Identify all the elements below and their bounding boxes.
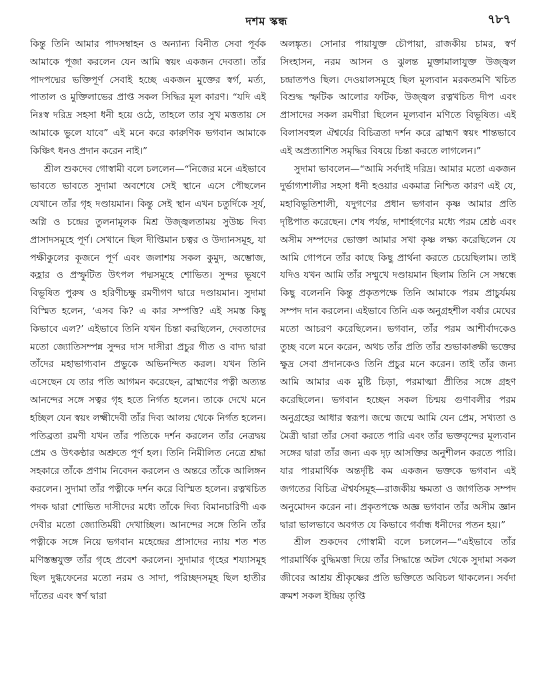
paragraph: অলঙ্কৃত। সোনার পায়াযুক্ত চৌপায়া, রাজকীয় চামর, স্বর্ণ সিংহাসন, নরম আসন ও ঝুলন্ত মুক্তামালাযুক্ত উজ্জ্বল চন্দ্রাতপও ছিল। দেওয়ালসমূহে ছিল মূল্যবান মরকতমণি খচিত বিশুদ্ধ স্ফটিক আলোর ফটিক, উজ্জ্বল রত্নখচিত দীপ এবং প্রাসাদের সকল রমণীরা ছিলেন মূল্যবান মণিতে বিভূষিত। এই বিলাসবহুল ঐশ্বর্যের বিচিত্রতা দর্শন করে ব্রাহ্মণ স্বয়ং শান্তভাবে এই অপ্রত্যাশিত সমৃদ্ধির বিষয়ে চিন্তা করতে লাগলেন।” (280, 39, 516, 157)
left-column (30, 36, 266, 676)
page-header (0, 0, 533, 32)
right-column (280, 36, 516, 676)
running-title: দশম স্কন্ধ (245, 15, 288, 28)
paragraph: সুদামা ভাবলেন—“আমি সর্বদাই দরিদ্র। আমার মতো একজন দুর্ভাগ্যশালীর সহসা ধনী হওয়ার একমাত্র নিশ্চিত কারণ এই যে, মহাবিভূতিশালী, যদুগণের প্রধান ভগবান কৃষ্ণ আমার প্রতি দৃষ্টিপাত করেছেন। শেষ পর্যন্ত, দাশার্হগণের মধ্যে পরম শ্রেষ্ঠ এবং অসীম সম্পদের ভোক্তা আমার সখা কৃষ্ণ লক্ষ্য করেছিলেন যে আমি গোপনে তাঁর কাছে কিছু প্রার্থনা করতে চেয়েছিলাম। তাই যদিও যখন আমি তাঁর সম্মুখে দণ্ডায়মান ছিলাম তিনি সে সম্বন্ধে কিছু বলেননি কিন্তু প্রকৃতপক্ষে তিনি আমাকে পরম প্রাচুর্যময় সম্পদ দান করলেন। এইভাবে তিনি এক অনুগ্রহশীল বর্ষার মেঘের মতো আচরণ করেছিলেন। ভগবান, তাঁর পরম আশীর্বাদকেও তুচ্ছ বলে মনে করেন, অথচ তাঁর প্রতি তাঁর শুভাকাঙ্ক্ষী ভক্তের ক্ষুদ্র সেবা প্রদানকেও তিনি প্রচুর মনে করেন। তাই তাঁর জন্য আমি আমার এক মুষ্টি চিড়া, পরমাত্মা প্রীতির সঙ্গে গ্রহণ করেছিলেন। ভগবান হচ্ছেন সকল চিন্ময় গুণাবলীর পরম অনুগ্রহের আধার স্বরূপ। জন্মে জন্মে আমি যেন প্রেম, সখ্যতা ও মৈত্রী দ্বারা তাঁর সেবা করতে পারি এবং তাঁর ভক্তবৃন্দের মূল্যবান সঙ্গের দ্বারা তাঁর জন্য এক দৃঢ় আসক্তির অনুশীলন করতে পারি। যার পারমার্থিক অন্তর্দৃষ্টি কম একজন ভক্তকে ভগবান এই জগতের বিচিত্র ঐশ্বর্যসমূহ—রাজকীয় ক্ষমতা ও জাগতিক সম্পদ অনুমোদন করেন না। প্রকৃতপক্ষে অজ্ঞ ভগবান তাঁর অসীম জ্ঞান দ্বারা ভালভাবে অবগত যে কিভাবে গর্বান্ধ ধনীদের পতন হয়।” (280, 163, 516, 531)
column-gutter (272, 38, 273, 668)
paragraph: কিন্তু তিনি আমার পাদসম্বাহন ও অন্যান্য বিনীত সেবা পূর্বক আমাকে পূজা করলেন যেন আমি স্বয়ং একজন দেবতা। তাঁর পাদপদ্মের ভক্তিপূর্ণ সেবাই হচ্ছে একজন মুক্তের স্বর্গ, মর্ত্য, পাতাল ও মুক্তিলাভের প্রাপ্ত সকল সিদ্ধির মূল কারণ। “যদি এই নিঃস্ব দরিদ্র সহসা ধনী হয়ে ওঠে, তাহলে তার সুখ মত্ততায় সে আমাকে ভুলে যাবে” এই মনে করে কারুণিক ভগবান আমাকে কিঞ্চিৎ ধনও প্রদান করেন নাই।” (30, 39, 266, 157)
paragraph: শ্রীল শুকদেব গোস্বামী বলে চললেন—“নিজের মনে এইভাবে ভাবতে ভাবতে সুদামা অবশেষে সেই স্থানে এসে পৌছলেন যেখানে তাঁর গৃহ দণ্ডায়মান। কিন্তু সেই স্থান এখন চতুর্দিকে সূর্য, অগ্নি ও চন্দ্রের তুলনামূলক মিশ্র উজ্জ্বলতাময় সুউচ্চ দিব্য প্রাসাদসমূহে পূর্ণ। সেখানে ছিল দীপ্তিমান চত্বর ও উদ্যানসমূহ, যা পক্ষীকুলের কূজনে পূর্ণ এবং জলাশয় সকল কুমুদ, অম্ভোজ, কহ্লার ও প্রস্ফুটিত উৎপল পদ্মসমূহে শোভিত। সুন্দর ভূষণে বিভূষিত পুরুষ ও হরিণীচক্ষু রমণীগণ দ্বারে দণ্ডায়মান। সুদামা বিস্মিত হলেন, ‘এসব কি? এ কার সম্পত্তি? এই সমস্ত কিছু কিভাবে এল?’ এইভাবে তিনি যখন চিন্তা করছিলেন, দেবতাদের মতো জ্যোতিসম্পন্ন সুন্দর দাস দাসীরা প্রচুর গীত ও বাদ্য দ্বারা তাঁদের মহাভাগ্যবান প্রভুকে অভিনন্দিত করল। যখন তিনি এসেছেন যে তার পতি আগমন করেছেন, ব্রাহ্মণের পত্নী অত্যন্ত আনন্দের সঙ্গে সত্বর গৃহ হতে নির্গত হলেন। তাকে দেখে মনে হচ্ছিল যেন স্বয়ং লক্ষ্মীদেবী তাঁর দিব্য আলয় থেকে নির্গত হলেন। পতিব্রতা রমণী যখন তাঁর পতিকে দর্শন করলেন তাঁর নেত্রদ্বয় প্রেম ও উৎকণ্ঠার অশ্রুতে পূর্ণ হল। তিনি নিমীলিত নেত্রে শ্রদ্ধা সহকারে তাঁকে প্রণাম নিবেদন করলেন ও অন্তরে তাঁকে আলিঙ্গন করলেন। সুদামা তাঁর পত্নীকে দর্শন করে বিস্মিত হলেন। রত্নখচিত পদক দ্বারা শোভিত দাসীদের মধ্যে তাঁকে দিব্য বিমানচারিণী এক দেবীর মতো জ্যোতির্ময়ী দেখাচ্ছিল। আনন্দের সঙ্গে তিনি তাঁর পত্নীকে সঙ্গে নিয়ে ভগবান মহেন্দ্রের প্রাসাদের ন্যায় শত শত মণিস্তম্ভযুক্ত তাঁর গৃহে প্রবেশ করলেন। সুদামার গৃহের শয্যাসমূহ ছিল দুগ্ধফেনের মতো নরম ও সাদা, পরিচ্ছদসমূহ ছিল হাতীর দাঁতের এবং স্বর্ণ দ্বারা (30, 163, 266, 602)
page-number: ৭৮৭ (487, 12, 511, 26)
paragraph: শ্রীল শুকদেব গোস্বামী বলে চললেন—“এইভাবে তাঁর পারমার্থিক বুদ্ধিমত্তা দিয়ে তাঁর সিদ্ধান্তে অটল থেকে সুদামা সকল জীবের আশ্রয় শ্রীকৃষ্ণের প্রতি ভক্তিতে অবিচল থাকলেন। সর্বদা ক্রমশ সকল ইন্দ্রিয় তৃপ্তি (280, 537, 516, 602)
